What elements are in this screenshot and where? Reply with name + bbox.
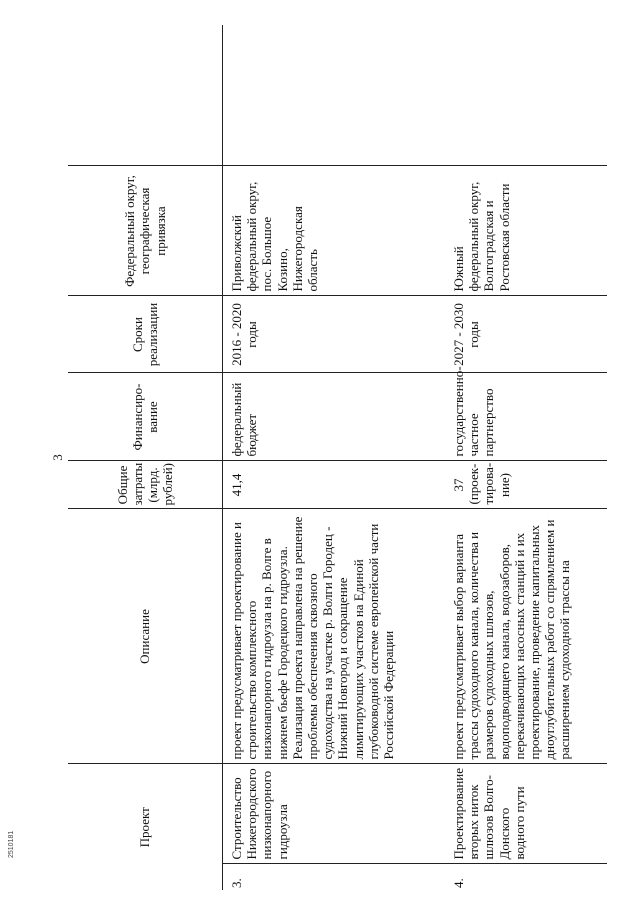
- projects-table: [68, 25, 607, 890]
- header-cost: Общие затраты (млрд. рублей): [68, 461, 223, 509]
- row-financing: федеральный бюджет: [223, 373, 446, 461]
- header-project: Проект: [68, 764, 223, 890]
- header-district: Федеральный округ, географическая привязка: [68, 166, 223, 296]
- row-description: проект предусматривает проектирование и строительство комплексного низконапорного гидроузла на р. Волге в нижнем бьефе Городецкого гидроузла. Реализация проекта направлена на решение проблемы обеспечения сквозного судоходства на участке р. Волги Городец - Нижний Новгород и сокращение лимитирующих участков на Единой глубоководной системе европейской части Российской Федерации: [223, 509, 446, 764]
- table-header-row: [68, 25, 223, 890]
- row-empty: [223, 25, 446, 166]
- table-row: [445, 25, 607, 890]
- page-number: 3: [50, 454, 65, 461]
- row-cost: 41,4: [223, 461, 446, 509]
- row-number: 4.: [451, 878, 466, 888]
- row-number: 3.: [229, 878, 244, 888]
- table-row: [223, 25, 446, 890]
- row-cost: 37 (проек-тирова-ние): [445, 461, 607, 509]
- row-terms: 2027 - 2030 годы: [445, 296, 607, 373]
- row-financing: государственно-частное партнерство: [445, 373, 607, 461]
- header-financing: Финансиро-вание: [68, 373, 223, 461]
- row-terms: 2016 - 2020 годы: [223, 296, 446, 373]
- header-terms: Сроки реализации: [68, 296, 223, 373]
- footer-code: 2510181: [8, 830, 15, 858]
- row-empty: [445, 25, 607, 166]
- header-empty: [68, 25, 223, 166]
- row-description: проект предусматривает выбор варианта трассы судоходного канала, количества и размеров судоходных шлюзов, водоподводящего канала, водозаборов, перекачивающих насосных станций и их проектирование, проведение капитальных дноуглубительных работ со спрямлением и расширением судоходной трассы на: [445, 509, 607, 764]
- header-description: Описание: [68, 509, 223, 764]
- row-district: Приволжский федеральный округ, пос. Большое Козино, Нижегородская область: [223, 166, 446, 296]
- row-project: Проектирование вторых ниток шлюзов Волго-Донского водного пути: [445, 764, 607, 864]
- row-project: Строительство Нижегородского низконапорного гидроузла: [223, 764, 446, 864]
- rotated-page: [50, 25, 590, 890]
- row-district: Южный федеральный округ, Волгоградская и Ростовская области: [445, 166, 607, 296]
